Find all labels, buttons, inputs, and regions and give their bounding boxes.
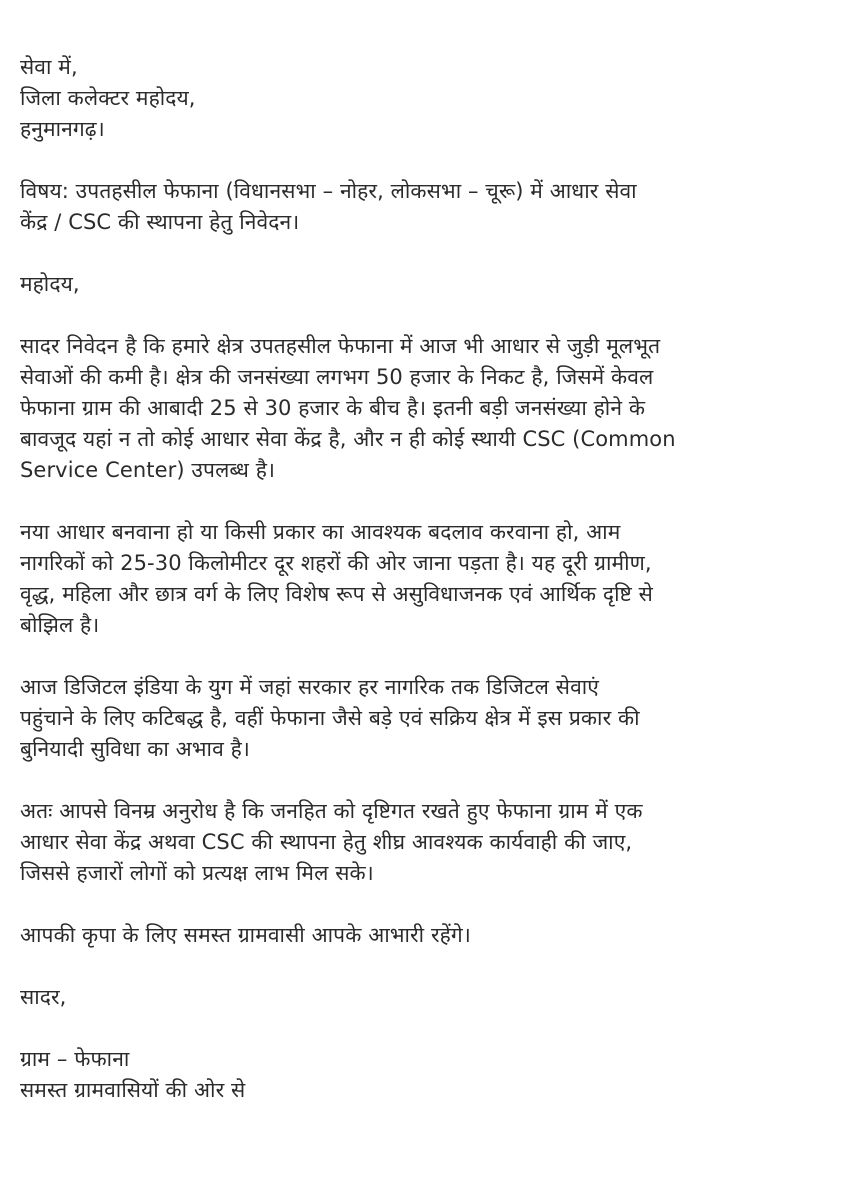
closing-text: सादर,: [20, 985, 67, 1009]
signature: [20, 1044, 820, 1106]
paragraph-line: बावजूद यहां न तो कोई आधार सेवा केंद्र है, और न ही कोई स्थायी CSC (Common: [20, 427, 676, 451]
subject-line: केंद्र / CSC की स्थापना हेतु निवेदन।: [20, 210, 300, 234]
subject: [20, 176, 820, 238]
address-line: हनुमानगढ़।: [20, 117, 105, 141]
paragraph-line: बोझिल है।: [20, 613, 100, 637]
paragraph-line: अतः आपसे विनम्र अनुरोध है कि जनहित को दृष्टिगत रखते हुए फेफाना ग्राम में एक: [20, 799, 643, 823]
paragraph-line: आधार सेवा केंद्र अथवा CSC की स्थापना हेतु शीघ्र आवश्यक कार्यवाही की जाए,: [20, 830, 633, 854]
address-line: सेवा में,: [20, 55, 78, 79]
paragraph-line: सेवाओं की कमी है। क्षेत्र की जनसंख्या लगभग 50 हजार के निकट है, जिसमें केवल: [20, 365, 654, 389]
paragraph-line: नागरिकों को 25-30 किलोमीटर दूर शहरों की ओर जाना पड़ता है। यह दूरी ग्रामीण,: [20, 551, 652, 575]
salutation: [20, 269, 820, 300]
paragraph-line: सादर निवेदन है कि हमारे क्षेत्र उपतहसील फेफाना में आज भी आधार से जुड़ी मूलभूत: [20, 334, 661, 358]
closing: [20, 982, 820, 1013]
body-paragraph-4: [20, 796, 820, 889]
paragraph-line: आपकी कृपा के लिए समस्त ग्रामवासी आपके आभारी रहेंगे।: [20, 923, 471, 947]
paragraph-line: बुनियादी सुविधा का अभाव है।: [20, 737, 250, 761]
paragraph-line: पहुंचाने के लिए कटिबद्ध है, वहीं फेफाना जैसे बड़े एवं सक्रिय क्षेत्र में इस प्रकार की: [20, 706, 640, 730]
paragraph-line: नया आधार बनवाना हो या किसी प्रकार का आवश्यक बदलाव करवाना हो, आम: [20, 520, 621, 544]
recipient-address: [20, 52, 820, 145]
paragraph-line: Service Center) उपलब्ध है।: [20, 458, 276, 482]
body-paragraph-3: [20, 672, 820, 765]
paragraph-line: जिससे हजारों लोगों को प्रत्यक्ष लाभ मिल सके।: [20, 861, 374, 885]
subject-line: विषय: उपतहसील फेफाना (विधानसभा – नोहर, लोकसभा – चूरू) में आधार सेवा: [20, 179, 637, 203]
body-paragraph-5: [20, 920, 820, 951]
salutation-text: महोदय,: [20, 272, 80, 296]
body-paragraph-2: [20, 517, 820, 641]
signature-line: समस्त ग्रामवासियों की ओर से: [20, 1078, 246, 1102]
paragraph-line: वृद्ध, महिला और छात्र वर्ग के लिए विशेष रूप से असुविधाजनक एवं आर्थिक दृष्टि से: [20, 582, 653, 606]
paragraph-line: फेफाना ग्राम की आबादी 25 से 30 हजार के बीच है। इतनी बड़ी जनसंख्या होने के: [20, 396, 646, 420]
body-paragraph-1: [20, 331, 820, 486]
paragraph-line: आज डिजिटल इंडिया के युग में जहां सरकार हर नागरिक तक डिजिटल सेवाएं: [20, 675, 600, 699]
address-line: जिला कलेक्टर महोदय,: [20, 86, 196, 110]
signature-line: ग्राम – फेफाना: [20, 1047, 130, 1071]
letter-document: [20, 52, 820, 1137]
